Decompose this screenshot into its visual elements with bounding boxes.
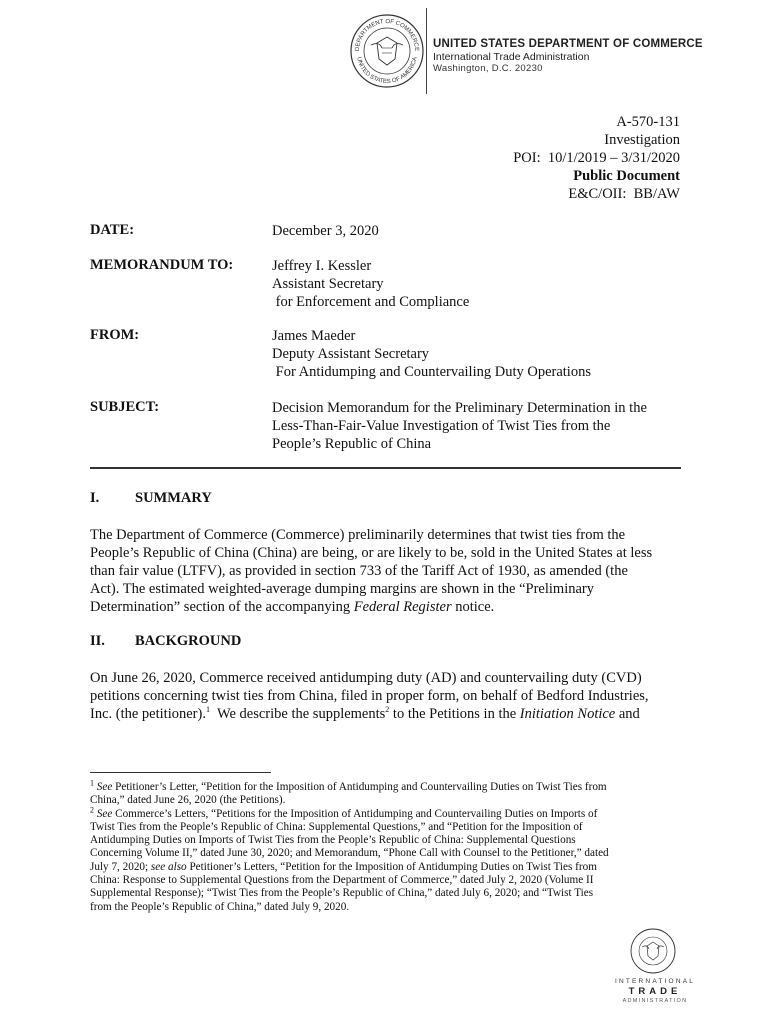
from-line: Deputy Assistant Secretary (272, 346, 430, 362)
subject-line: People’s Republic of China (272, 436, 432, 452)
text-run: July 7, 2020; (90, 860, 151, 873)
paragraph-line: On June 26, 2020, Commerce received antidumping duty (AD) and countervailing duty (CVD) (90, 670, 642, 686)
agency-address: Washington, D.C. 20230 (433, 63, 543, 74)
footnote-line (90, 861, 690, 874)
from-label: FROM: (90, 327, 140, 343)
paragraph-line: Act). The estimated weighted-average dumping margins are shown in the “Preliminary (90, 581, 594, 597)
footnote-line: China: Response to Supplemental Questions from the Department of Commerce,” dated July 2, 2020 (Volume II (90, 874, 594, 887)
see-italic: See (96, 781, 113, 793)
paragraph-line: than fair value (LTFV), as provided in section 733 of the Tariff Act of 1930, as amended (the (90, 563, 628, 579)
footnotes (90, 778, 690, 914)
footer-seal-icon (629, 927, 677, 975)
paragraph-line (90, 598, 682, 616)
footnote-line: Concerning Volume II,” dated June 30, 2020; and Memorandum, “Phone Call with Counsel to the Petitioner,” dated (90, 847, 609, 860)
agency-name: International Trade Administration (433, 51, 590, 63)
section-title-summary: SUMMARY (135, 490, 212, 506)
from-line: James Maeder (272, 328, 356, 344)
text-run: notice. (451, 599, 495, 615)
text-run: to the Petitions in the (389, 706, 520, 722)
federal-register-italic: Federal Register (353, 599, 452, 615)
document-type: Public Document (573, 168, 680, 184)
subject-value (272, 399, 647, 453)
footnote-line: Supplemental Response); “Twist Ties from the People’s Republic of China,” dated July 6, 2020; and “Twist Ties (90, 887, 594, 900)
footnote-line: Antidumping Duties on Imports of Twist Ties from the People’s Republic of China: Supplemental Questions (90, 834, 576, 847)
memo-to-line: Assistant Secretary (272, 276, 384, 292)
svg-text:DEPARTMENT OF COMMERCE: DEPARTMENT OF COMMERCE (354, 18, 420, 52)
header-rule (90, 467, 681, 469)
footnote-line (90, 778, 690, 794)
commerce-seal-icon (349, 13, 425, 89)
paragraph-line (90, 705, 682, 723)
background-paragraph (90, 669, 682, 723)
svg-text:UNITED STATES OF AMERICA: UNITED STATES OF AMERICA (355, 56, 419, 86)
footnote-line: China,” dated June 26, 2020 (the Petitions). (90, 794, 286, 807)
department-name: UNITED STATES DEPARTMENT OF COMMERCE (433, 38, 703, 50)
text-run: and (615, 706, 640, 722)
period-of-investigation: POI: 10/1/2019 – 3/31/2020 (513, 150, 680, 166)
office-code: E&C/OII: BB/AW (568, 186, 680, 202)
footnote-line: from the People’s Republic of China,” dated July 9, 2020. (90, 900, 350, 913)
section-number: I. (90, 490, 100, 506)
footnote-separator (90, 772, 271, 773)
text-run: Inc. (the petitioner). (90, 706, 206, 722)
case-number: A-570-131 (616, 114, 680, 130)
subject-line: Decision Memorandum for the Preliminary Determination in the (272, 400, 647, 416)
summary-paragraph (90, 526, 682, 616)
ita-footer-logo (600, 978, 710, 1004)
paragraph-line: petitions concerning twist ties from China, filed in proper form, on behalf of Bedford Industries, (90, 688, 649, 704)
text-run: Petitioner’s Letter, “Petition for the Imposition of Antidumping and Countervailing Duties on Twist Ties from (112, 781, 607, 793)
ita-logo-line: TRADE (628, 986, 682, 997)
see-also-italic: see also (150, 860, 187, 873)
footnote-mark: 2 (90, 804, 94, 814)
text-run: Determination” section of the accompanying (90, 599, 354, 615)
paragraph-line: People’s Republic of China (China) are being, or are likely to be, sold in the United States at less (90, 545, 653, 561)
initiation-notice-italic: Initiation Notice (519, 706, 616, 722)
section-number: II. (90, 633, 105, 649)
date-value: December 3, 2020 (272, 223, 379, 239)
section-title-background: BACKGROUND (135, 633, 242, 649)
footnote-mark: 1 (90, 778, 94, 788)
case-type: Investigation (604, 132, 680, 148)
paragraph-line: The Department of Commerce (Commerce) preliminarily determines that twist ties from the (90, 527, 626, 543)
text-run: Commerce’s Letters, “Petitions for the Imposition of Antidumping and Countervailing Duties on Imports of (112, 807, 598, 820)
footnote-line: Twist Ties from the People’s Republic of China: Supplemental Questions,” and “Petition for the Imposition of (90, 820, 583, 833)
footnote-line (90, 804, 690, 821)
letterhead-divider (426, 8, 427, 94)
ita-logo-line: INTERNATIONAL (614, 978, 696, 985)
text-run: Petitioner’s Letters, “Petition for the Imposition of Antidumping Duties on Twist Ties from (186, 860, 597, 873)
memo-to-line: for Enforcement and Compliance (272, 294, 470, 310)
ita-logo-line: ADMINISTRATION (622, 998, 688, 1004)
memo-to-value (272, 257, 469, 311)
memo-to-label: MEMORANDUM TO: (90, 257, 234, 273)
see-italic: See (96, 807, 113, 820)
subject-label: SUBJECT: (90, 399, 160, 415)
subject-line: Less-Than-Fair-Value Investigation of Twist Ties from the (272, 418, 611, 434)
memo-to-line: Jeffrey I. Kessler (272, 258, 372, 274)
date-label: DATE: (90, 222, 135, 238)
from-value (272, 327, 591, 381)
footnote-ref[interactable]: 2 (385, 705, 390, 715)
from-line: For Antidumping and Countervailing Duty Operations (272, 364, 591, 380)
text-run: We describe the supplements (209, 706, 386, 722)
footnote-ref[interactable]: 1 (205, 705, 210, 715)
